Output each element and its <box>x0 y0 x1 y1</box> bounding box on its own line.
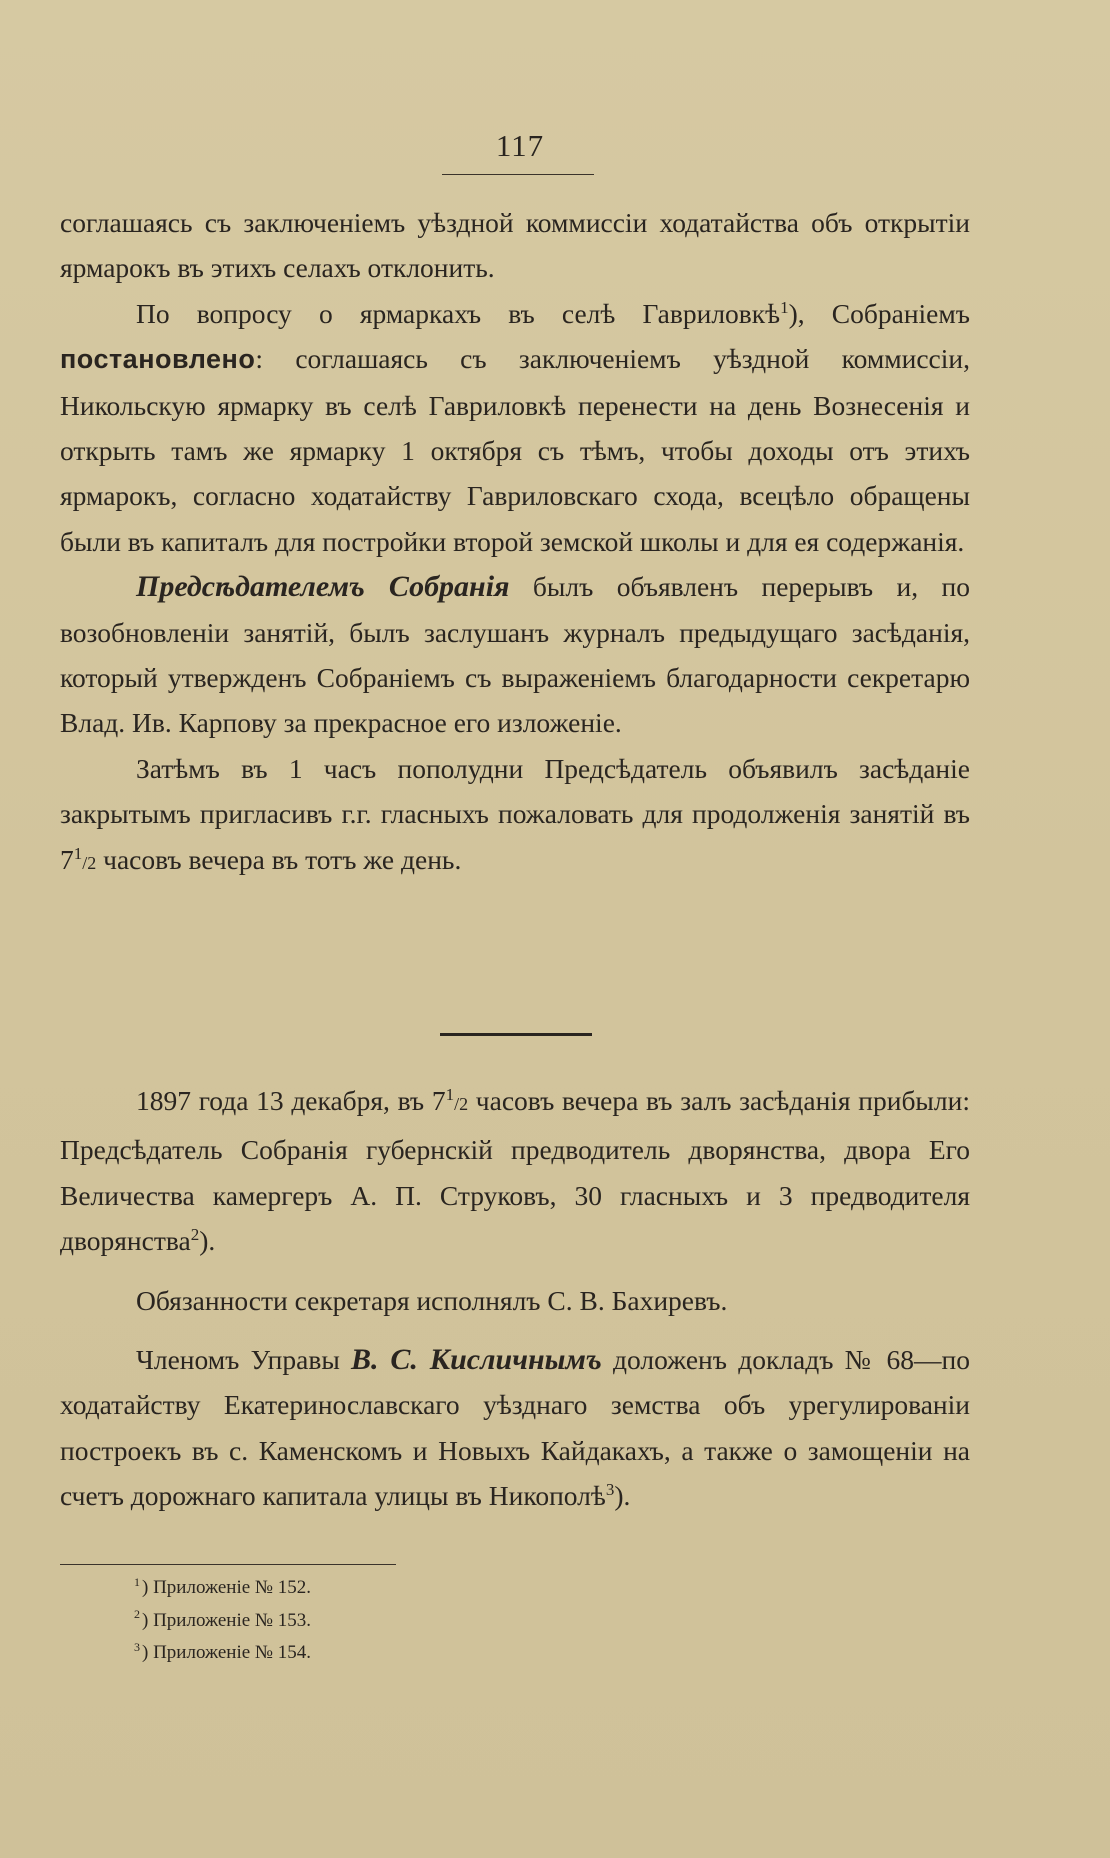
footnote-ref-3: 3 <box>605 1480 615 1500</box>
paragraph-3-text: былъ объявленъ перерывъ и, по возобновленіи занятій, былъ заслушанъ журналъ предыдущаго засѣданія, который утвержденъ Собраніемъ съ выраженіемъ благодарности секретарю Влад. Ив. Карпову за прекрасное его изложеніе. <box>60 571 970 739</box>
resolved-keyword: постановлено <box>60 344 256 375</box>
paragraph-recess <box>60 564 970 746</box>
footnote-text: ) Приложеніе № 152. <box>142 1577 312 1598</box>
paragraph-continuation <box>60 200 970 291</box>
page-number-rule <box>442 174 594 175</box>
footnotes <box>134 1572 634 1670</box>
paragraph-2-text-b: ), Собраніемъ <box>788 297 971 329</box>
paragraph-7-text-c: ). <box>614 1480 631 1512</box>
paragraph-2-text-c: : соглашаясь съ заключеніемъ уѣздной коммиссіи, Никольскую ярмарку въ селѣ Гавриловкѣ перенести на день Вознесенія и открыть тамъ же ярмарку 1 октября съ тѣмъ, чтобы доходы отъ этихъ ярмарокъ, согласно ходатайству Гавриловскаго схода, всецѣло обращены были въ капиталъ для постройки второй земской школы и для ея содержанія. <box>60 343 970 557</box>
paragraph-7-text-a: Членомъ Управы <box>136 1344 352 1376</box>
body-text-first-section <box>60 200 970 886</box>
footnote-mark: 2 <box>134 1607 140 1622</box>
footnote-mark: 3 <box>134 1639 140 1654</box>
paragraph-5-text-a: 1897 года 13 декабря, въ 7 <box>136 1085 446 1116</box>
paragraph-7-text-b: доложенъ докладъ № 68—по ходатайству Екатеринославскаго уѣзднаго земства объ урегулированіи построекъ въ с. Каменскомъ и Новыхъ Кайдакахъ, а также о замощеніи на счетъ дорожнаго капитала улицы въ Никополѣ <box>60 1344 970 1512</box>
footnote-ref-2: 2 <box>190 1225 200 1245</box>
paragraph-6-text: Обязанности секретаря исполнялъ С. В. Бахиревъ. <box>136 1284 728 1316</box>
paragraph-report-68 <box>60 1337 970 1519</box>
chairman-italic: Предсѣдателемъ Собранія <box>136 570 510 604</box>
board-member-italic: В. С. Кисличнымъ <box>351 1343 602 1377</box>
footnote <box>134 1637 634 1670</box>
footnote-rule <box>60 1564 396 1565</box>
footnote <box>134 1605 634 1638</box>
paragraph-5-text-c: ). <box>199 1225 216 1257</box>
paragraph-gavrilovka-fair <box>60 291 970 564</box>
body-text-second-section <box>60 1078 970 1519</box>
footnote-mark: 1 <box>134 1574 140 1589</box>
section-divider <box>440 1033 592 1036</box>
fraction-denominator: /2 <box>454 1094 469 1114</box>
paragraph-secretary <box>60 1278 970 1323</box>
footnote <box>134 1572 634 1605</box>
paragraph-4-text-b: часовъ вечера въ тотъ же день. <box>96 843 462 875</box>
fraction-numerator: 1 <box>73 843 83 863</box>
paragraph-2-text-a: По вопросу о ярмаркахъ въ селѣ Гавриловкѣ <box>136 297 781 329</box>
paragraph-session-opening <box>60 1078 970 1264</box>
paragraph-5-text-b: часовъ вечера въ залъ засѣданія прибыли: Предсѣдатель Собранія губернскій предводитель дворянства, двора Его Величества камергеръ А. П. Струковъ, 30 гласныхъ и 3 предводителя дворянства <box>60 1085 970 1257</box>
paragraph-4-text-a: Затѣмъ въ 1 часъ пополудни Предсѣдатель объявилъ засѣданіе закрытымъ пригласивъ г.г. гласныхъ пожаловать для продолженія занятій въ 7 <box>60 752 970 875</box>
page-number: 117 <box>495 128 545 163</box>
paragraph-1-text: соглашаясь съ заключеніемъ уѣздной коммиссіи ходатайства объ открытіи ярмарокъ въ этихъ селахъ отклонить. <box>60 207 970 284</box>
fraction-numerator: 1 <box>445 1084 455 1104</box>
fraction-denominator: /2 <box>82 852 97 873</box>
footnote-text: ) Приложеніе № 154. <box>142 1642 312 1663</box>
footnote-text: ) Приложеніе № 153. <box>142 1609 312 1631</box>
paragraph-closing <box>60 746 970 886</box>
footnote-ref-1: 1 <box>780 297 789 317</box>
